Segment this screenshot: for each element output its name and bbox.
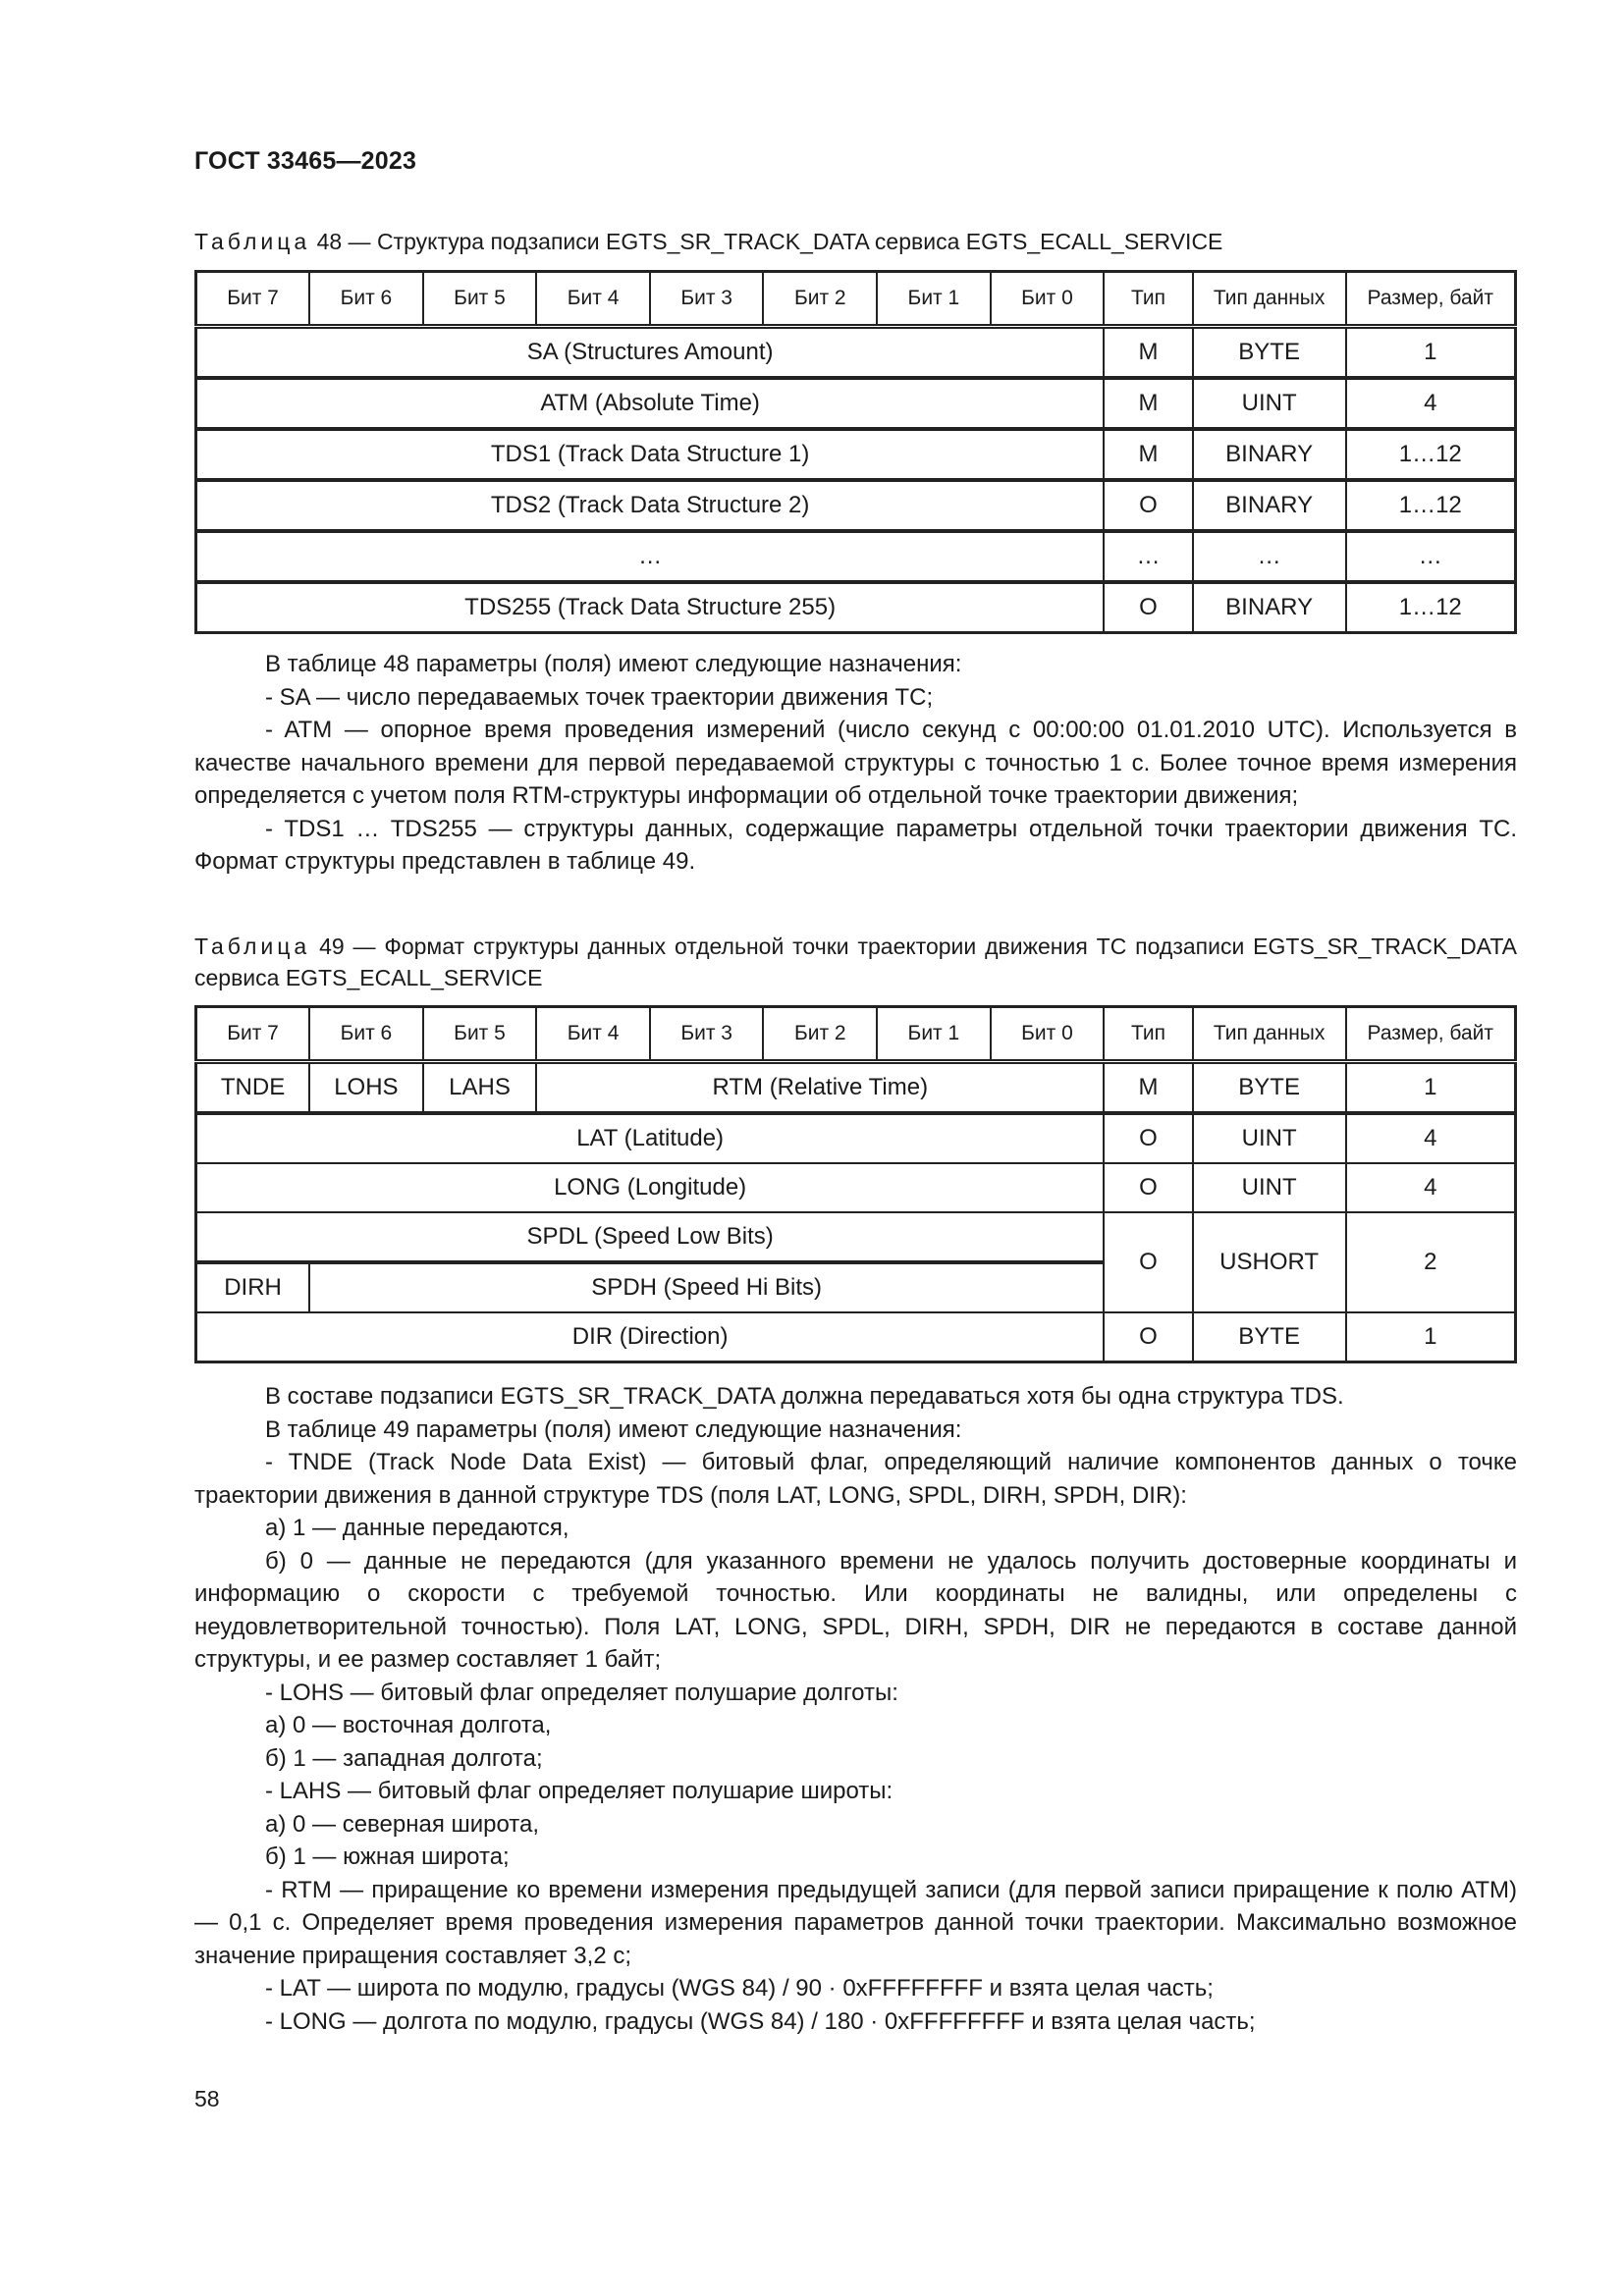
column-header: Бит 1 [877,1007,991,1062]
paragraph: а) 1 — данные передаются, [265,1515,569,1541]
field-cell: … [196,531,1105,582]
column-header: Бит 0 [991,272,1105,327]
data-type-cell: BINARY [1193,480,1346,531]
page-number: 58 [194,2086,220,2111]
type-cell: O [1104,1163,1192,1212]
table-caption-prefix: Таблица [194,229,311,254]
column-header: Бит 0 [991,1007,1105,1062]
table-49-caption [194,931,1517,993]
type-cell: M [1104,1062,1192,1114]
column-header: Бит 1 [877,272,991,327]
type-cell: O [1104,582,1192,633]
column-header: Бит 3 [650,272,764,327]
paragraph: - ATM — опорное время проведения измерений (число секунд с 00:00:00 01.01.2010 UTC). Используется в качестве начального времени для первой передаваемой структуры с точностью 1 с. Более точное время измерения определяется с учетом поля RTM-структуры информации об отдельной точке траектории движения; [194,717,1517,809]
column-header: Бит 7 [196,272,310,327]
size-cell: … [1346,531,1516,582]
column-header: Тип данных [1193,1007,1346,1062]
table-row [196,1113,1516,1163]
paragraph: б) 0 — данные не передаются (для указанного времени не удалось получить достоверные координаты и информацию о скорости с требуемой точностью. Или координаты не валидны, или определены с неудовлетворительной точностью). Поля LAT, LONG, SPDL, DIRH, SPDH, DIR не передаются в составе данной структуры, и ее размер составляет 1 байт; [194,1547,1517,1673]
table-48-caption [194,226,1517,257]
column-header: Тип [1104,1007,1192,1062]
document-title: ГОСТ 33465—2023 [194,147,417,175]
table-row [196,582,1516,633]
table-row [196,1062,1516,1114]
text-block-1 [194,648,1517,879]
table-row [196,531,1516,582]
column-header: Бит 5 [423,1007,537,1062]
paragraph: - SA — число передаваемых точек траектории движения ТС; [265,683,934,711]
type-cell: M [1104,378,1192,429]
column-header: Бит 7 [196,1007,310,1062]
table-row [196,1312,1516,1362]
column-header: Бит 4 [536,1007,650,1062]
column-header: Бит 6 [309,1007,423,1062]
data-type-cell: … [1193,531,1346,582]
table-row [196,429,1516,480]
paragraph: б) 1 — южная широта; [265,1843,510,1870]
type-cell: M [1104,429,1192,480]
data-type-cell: BINARY [1193,582,1346,633]
type-cell: M [1104,327,1192,379]
field-cell: TDS2 (Track Data Structure 2) [196,480,1105,531]
column-header: Бит 5 [423,272,537,327]
bit-cell: LOHS [309,1062,423,1114]
field-cell: TDS255 (Track Data Structure 255) [196,582,1105,633]
field-cell: LAT (Latitude) [196,1113,1105,1163]
type-cell: O [1104,480,1192,531]
column-header: Тип [1104,272,1192,327]
data-type-cell: UINT [1193,378,1346,429]
table-header-row [196,272,1516,327]
bit-cell: LAHS [423,1062,537,1114]
data-type-cell: BYTE [1193,1062,1346,1114]
paragraph: - TNDE (Track Node Data Exist) — битовый флаг, определяющий наличие компонентов данных о точке траектории движения в данной структуре TDS (поля LAT, LONG, SPDL, DIRH, SPDH, DIR): [194,1449,1517,1509]
size-cell: 4 [1346,1163,1516,1212]
column-header: Размер, байт [1346,272,1516,327]
type-cell: O [1104,1113,1192,1163]
paragraph: В таблице 48 параметры (поля) имеют следующие назначения: [265,651,962,677]
column-header: Бит 3 [650,1007,764,1062]
paragraph: - TDS1 … TDS255 — структуры данных, содержащие параметры отдельной точки траектории движения ТС. Формат структуры представлен в таблице 49. [194,815,1517,875]
field-cell: TDS1 (Track Data Structure 1) [196,429,1105,480]
paragraph: В таблице 49 параметры (поля) имеют следующие назначения: [265,1415,962,1443]
table-header-row [196,1007,1516,1062]
paragraph: - LAT — широта по модулю, градусы (WGS 84) / 90 · 0xFFFFFFFF и взята целая часть; [265,1975,1214,2002]
size-cell: 1…12 [1346,480,1516,531]
size-cell: 4 [1346,1113,1516,1163]
type-cell: O [1104,1312,1192,1362]
size-cell: 1…12 [1346,429,1516,480]
data-type-cell: UINT [1193,1163,1346,1212]
table-row [196,378,1516,429]
data-type-cell: BYTE [1193,327,1346,379]
field-cell: LONG (Longitude) [196,1163,1105,1212]
size-cell: 2 [1346,1212,1516,1312]
column-header: Бит 2 [763,1007,877,1062]
column-header: Бит 2 [763,272,877,327]
table-row [196,480,1516,531]
size-cell: 4 [1346,378,1516,429]
paragraph: - LAHS — битовый флаг определяет полушарие широты: [265,1778,893,1804]
data-type-cell: BINARY [1193,429,1346,480]
size-cell: 1 [1346,327,1516,379]
column-header: Бит 4 [536,272,650,327]
type-cell: … [1104,531,1192,582]
field-cell: SPDL (Speed Low Bits) [196,1212,1105,1262]
size-cell: 1 [1346,1062,1516,1114]
field-cell: ATM (Absolute Time) [196,378,1105,429]
paragraph: а) 0 — северная широта, [265,1810,540,1838]
field-cell: RTM (Relative Time) [536,1062,1104,1114]
table-caption-prefix: Таблица [194,934,311,959]
paragraph: В составе подзаписи EGTS_SR_TRACK_DATA должна передаваться хотя бы одна структура TDS. [265,1383,1344,1410]
field-cell: SA (Structures Amount) [196,327,1105,379]
text-block-2 [194,1380,1517,2038]
paragraph: - LONG — долгота по модулю, градусы (WGS 84) / 180 · 0xFFFFFFFF и взята целая часть; [265,2007,1256,2035]
table-caption-text: 48 — Структура подзаписи EGTS_SR_TRACK_DATA сервиса EGTS_ECALL_SERVICE [316,229,1223,254]
table-row [196,327,1516,379]
field-cell: DIR (Direction) [196,1312,1105,1362]
column-header: Тип данных [1193,272,1346,327]
paragraph: - LOHS — битовый флаг определяет полушарие долготы: [265,1679,898,1706]
data-type-cell: BYTE [1193,1312,1346,1362]
data-type-cell: USHORT [1193,1212,1346,1312]
type-cell: O [1104,1212,1192,1312]
table-row [196,1212,1516,1262]
column-header: Бит 6 [309,272,423,327]
size-cell: 1…12 [1346,582,1516,633]
data-type-cell: UINT [1193,1113,1346,1163]
bit-cell: DIRH [196,1262,310,1312]
bit-cell: TNDE [196,1062,310,1114]
paragraph: а) 0 — восточная долгота, [265,1712,552,1738]
table-49 [194,1005,1517,1363]
column-header: Размер, байт [1346,1007,1516,1062]
table-48 [194,270,1517,634]
paragraph: - RTM — приращение ко времени измерения предыдущей записи (для первой записи приращение к полю ATM) — 0,1 с. Определяет время проведения измерения параметров данной точки траектории. Максимально возможное значение приращения составляет 3,2 с; [194,1876,1517,1969]
paragraph: б) 1 — западная долгота; [265,1744,543,1772]
field-cell: SPDH (Speed Hi Bits) [309,1262,1104,1312]
size-cell: 1 [1346,1312,1516,1362]
table-row [196,1163,1516,1212]
table-caption-text: 49 — Формат структуры данных отдельной точки траектории движения ТС подзаписи EGTS_SR_TRACK_DATA сервиса EGTS_ECALL_SERVICE [194,934,1518,990]
